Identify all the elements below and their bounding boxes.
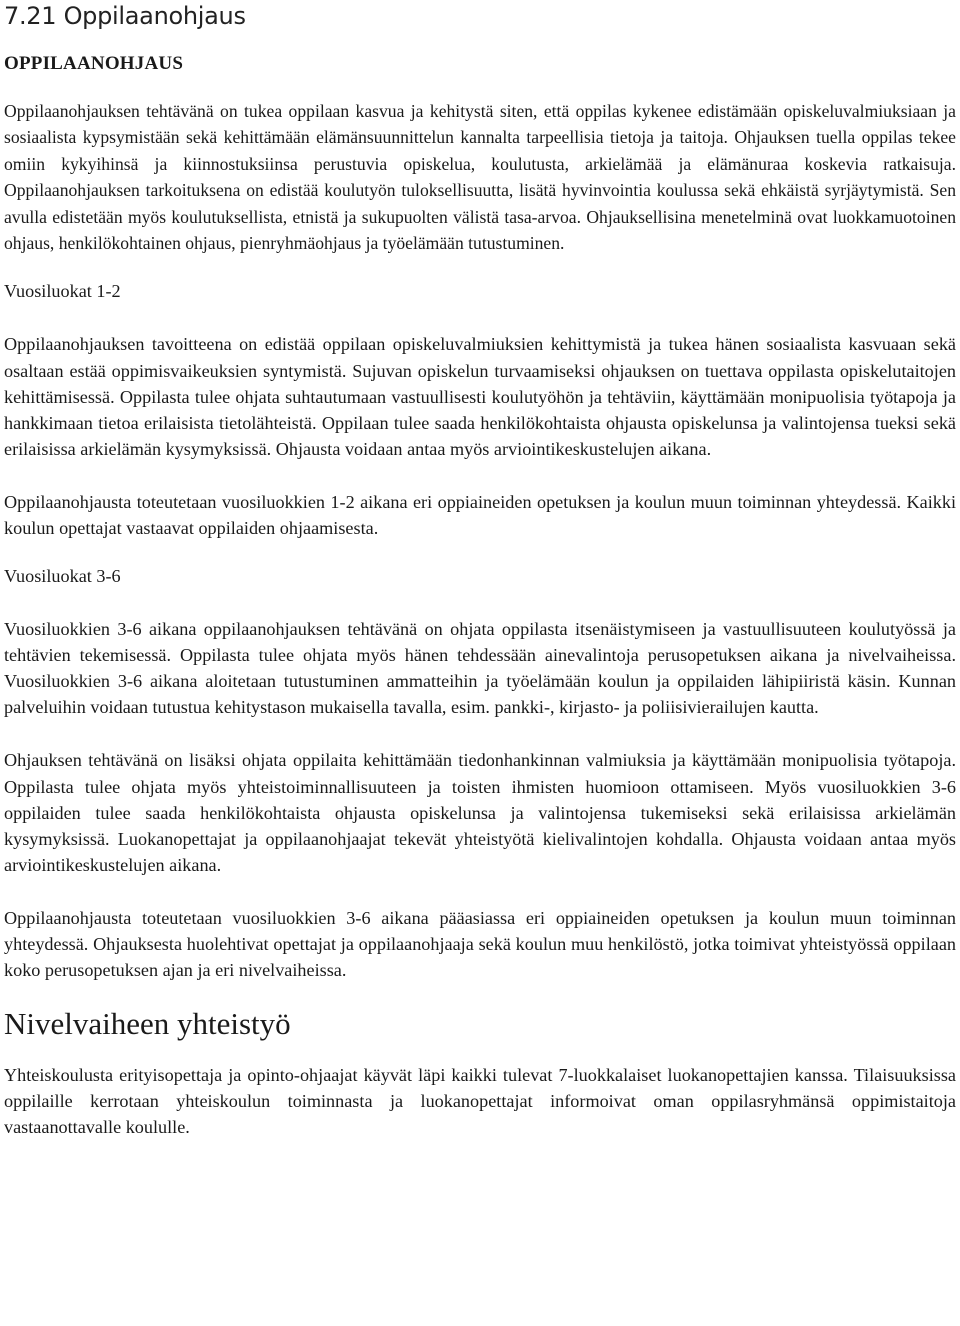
transition-heading: Nivelvaiheen yhteistyö — [4, 1006, 291, 1042]
intro-paragraph: Oppilaanohjauksen tehtävänä on tukea oppilaan kasvua ja kehitystä siten, että oppilas kykenee edistämään opiskeluvalmiuksiaan ja sosiaalista kypsymistään sekä kehittämään elämänsuunnittelun kannalta tarpeellisia tietoja ja taitoja. Ohjauksen tuella oppilas tekee omiin kykyihinsä ja kiinnostuksiinsa perustuvia opiskelua, koulutusta, arkielämää ja elämänuraa koskevia ratkaisuja. Oppilaanohjauksen tarkoituksena on edistää koulutyön tuloksellisuutta, lisätä hyvinvointia koulussa sekä ehkäistä syrjäytymistä. Sen avulla edistetään myös koulutuksellista, etnistä ja sukupuolten välistä tasa-arvoa. Ohjauksellisina menetelminä ovat luokkamuotoinen ohjaus, henkilökohtainen ohjaus, pienryhmäohjaus ja työelämään tutustuminen. — [4, 101, 956, 254]
grades-3-6-paragraph-2: Ohjauksen tehtävänä on lisäksi ohjata oppilaita kehittämään tiedonhankinnan valmiuksia ja käyttämään monipuolisia työtapoja. Oppilasta tulee ohjata myös yhteistoiminnallisuuteen ja toisten ihmisten huomioon ottamiseen. Myös vuosiluokkien 3-6 oppilaiden tulee saada henkilökohtaista ohjausta opiskelunsa ja valintojensa tukemiseksi sekä erilaisissa arkielämän kysymyksissä. Luokanopettajat ja oppilaanohjaajat tekevät yhteistyötä kielivalintojen kohdalla. Ohjausta voidaan antaa myös arviointikeskustelujen aikana. — [4, 750, 956, 875]
grades-3-6-heading: Vuosiluokat 3-6 — [4, 566, 121, 587]
grades-3-6-paragraph-3: Oppilaanohjausta toteutetaan vuosiluokkien 3-6 aikana pääasiassa eri oppiaineiden opetuksen ja koulun muun toiminnan yhteydessä. Ohjauksesta huolehtivat opettajat ja oppilaanohjaaja sekä koulun muu henkilöstö, jotka toimivat yhteistyössä oppilaan koko perusopetuksen ajan ja eri nivelvaiheissa. — [4, 907, 956, 981]
section-number-title: 7.21 Oppilaanohjaus — [4, 2, 246, 30]
grades-1-2-heading: Vuosiluokat 1-2 — [4, 281, 121, 302]
grades-1-2-paragraph-1: Oppilaanohjauksen tavoitteena on edistää oppilaan opiskeluvalmiuksien kehittymistä ja tukea hänen sosiaalista kasvuaan sekä osaltaan estää oppimisvaikeuksien syntymistä. Sujuvan opiskelun turvaamiseksi ohjauksen on tuettava oppilasta opiskelutaitojen kehittämisessä. Oppilasta tulee ohjata suhtautumaan vastuullisesti koulutyöhön ja tehtäviin, käyttämään monipuolisia työtapoja ja hankkimaan tietoa erilaisista tietolähteistä. Oppilaan tulee saada henkilökohtaista ohjausta opiskelunsa ja valintojensa tueksi sekä erilaisissa arkielämän kysymyksissä. Ohjausta voidaan antaa myös arviointikeskustelujen aikana. — [4, 334, 956, 459]
main-heading: OPPILAANOHJAUS — [4, 53, 184, 74]
transition-paragraph-1: Yhteiskoulusta erityisopettaja ja opinto-ohjaajat käyvät läpi kaikki tulevat 7-luokkalaiset luokanopettajien kanssa. Tilaisuuksissa oppilaille kerrotaan yhteiskoulun toiminnasta ja luokanopettajat informoivat oman oppilasryhmänsä oppimistaitoja vastaanottavalle koululle. — [4, 1065, 956, 1138]
grades-3-6-paragraph-1: Vuosiluokkien 3-6 aikana oppilaanohjauksen tehtävänä on ohjata oppilasta itsenäistymiseen ja vastuullisuuteen koulutyössä ja tehtävien tekemisessä. Oppilasta tulee ohjata myös hänen tehdessään ainevalintoja perusopetuksen aikana ja nivelvaiheissa. Vuosiluokkien 3-6 aikana aloitetaan tutustuminen ammatteihin ja työelämään koulun ja oppilaiden lähipiiristä käsin. Kunnan palveluihin voidaan tutustua kehitystason mukaisella tavalla, esim. pankki-, kirjasto- ja poliisivierailujen kautta. — [4, 619, 956, 718]
grades-1-2-paragraph-2: Oppilaanohjausta toteutetaan vuosiluokkien 1-2 aikana eri oppiaineiden opetuksen ja koulun muun toiminnan yhteydessä. Kaikki koulun opettajat vastaavat oppilaiden ohjaamisesta. — [4, 491, 956, 538]
